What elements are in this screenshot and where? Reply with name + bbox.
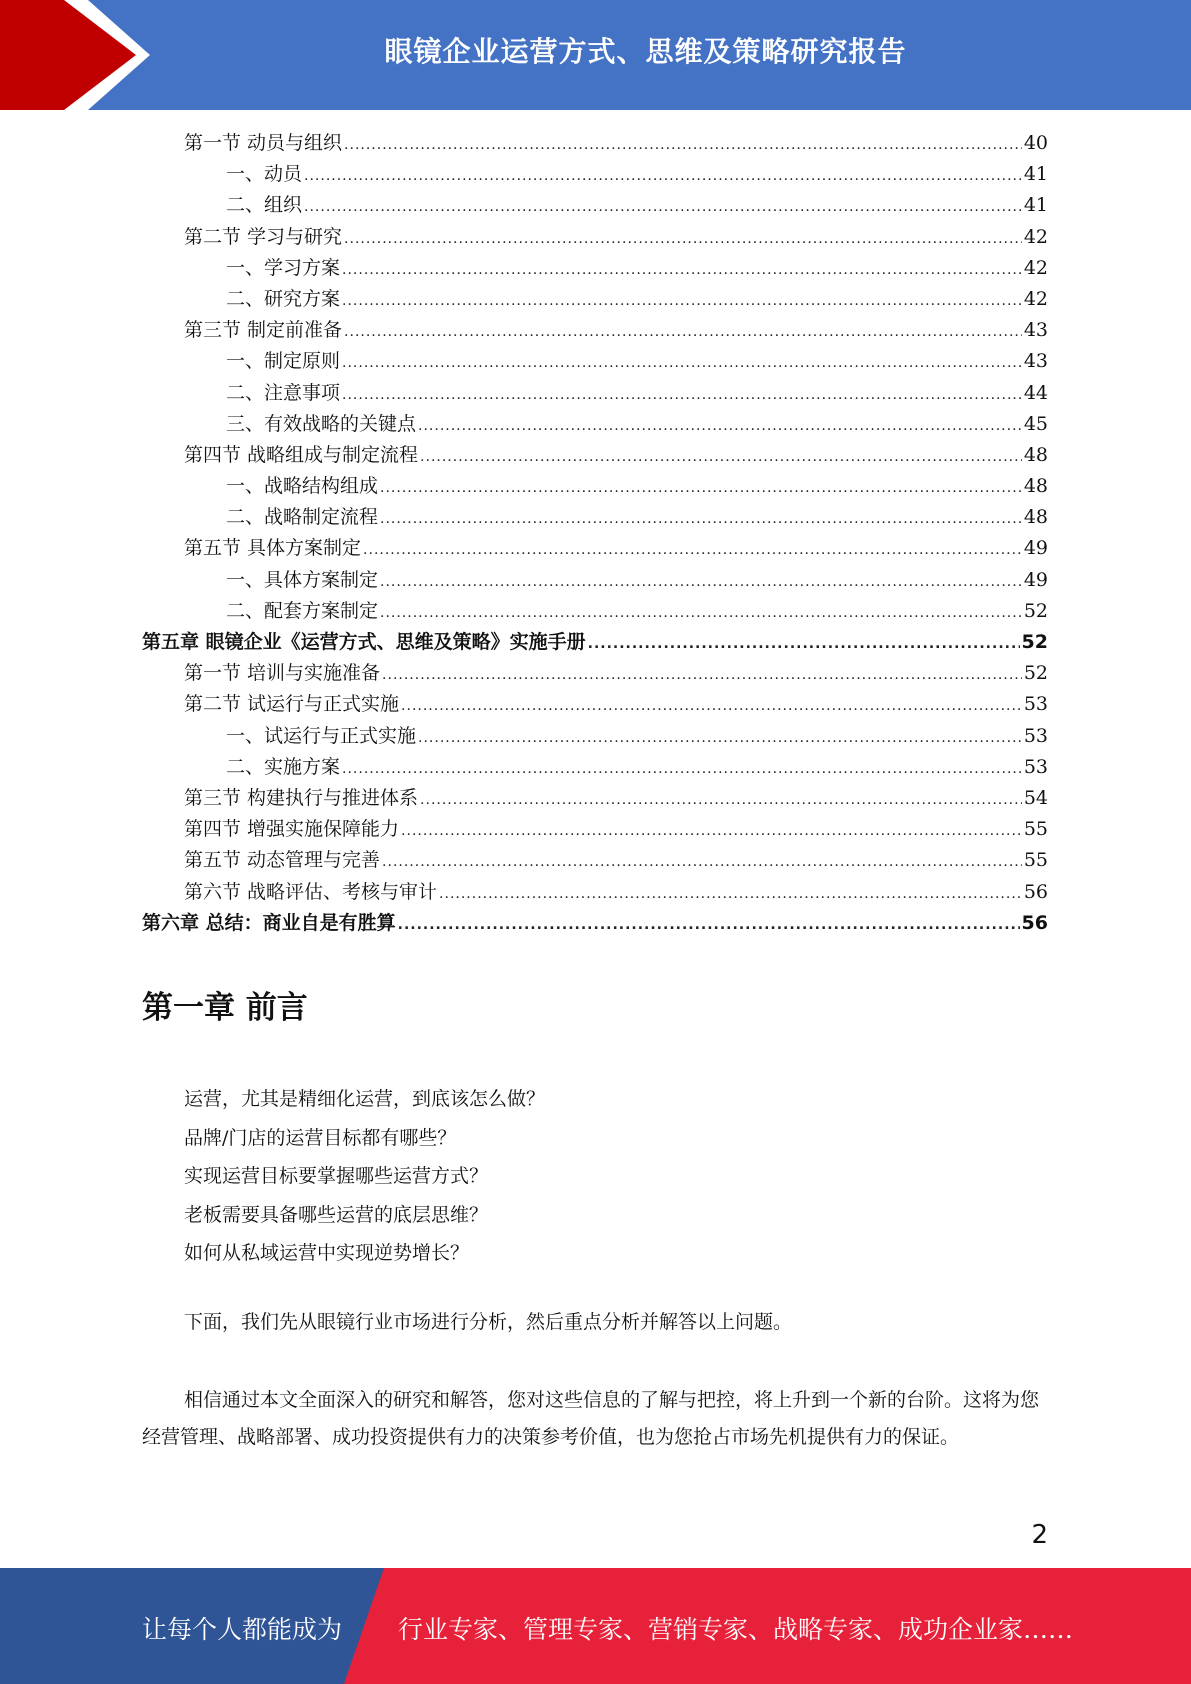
page-number: 2 bbox=[1031, 1520, 1048, 1550]
toc-entry-page: 41 bbox=[1023, 194, 1048, 217]
question-line: 老板需要具备哪些运营的底层思维？ bbox=[184, 1203, 489, 1226]
toc-entry-page: 42 bbox=[1023, 287, 1048, 310]
toc-dot-leader bbox=[401, 816, 1022, 847]
toc-entry-page: 42 bbox=[1023, 256, 1048, 279]
page-footer bbox=[0, 1568, 1191, 1684]
toc-entry-label: 第四节 战略组成与制定流程 bbox=[184, 443, 419, 466]
toc-dot-leader bbox=[344, 130, 1022, 161]
toc-entry[interactable] bbox=[142, 752, 1048, 783]
toc-entry[interactable] bbox=[142, 190, 1048, 221]
question-line: 品牌/门店的运营目标都有哪些？ bbox=[184, 1126, 457, 1149]
toc-entry[interactable] bbox=[142, 596, 1048, 627]
toc-dot-leader bbox=[304, 161, 1022, 192]
toc-chapter-entry[interactable] bbox=[142, 908, 1048, 939]
toc-entry-page: 45 bbox=[1023, 412, 1048, 435]
footer-slogan-right: 行业专家、管理专家、营销专家、战略专家、成功企业家…… bbox=[398, 1615, 1074, 1644]
toc-entry[interactable] bbox=[142, 440, 1048, 471]
question-line: 运营，尤其是精细化运营，到底该怎么做？ bbox=[184, 1088, 546, 1110]
toc-entry-page: 55 bbox=[1023, 818, 1048, 841]
toc-entry-label: 第一节 培训与实施准备 bbox=[184, 662, 381, 685]
toc-entry-page: 40 bbox=[1023, 132, 1048, 154]
toc-entry-label: 一、试运行与正式实施 bbox=[226, 724, 417, 747]
toc-dot-leader bbox=[380, 598, 1022, 629]
toc-dot-leader bbox=[418, 411, 1022, 442]
toc-entry-label: 二、战略制定流程 bbox=[226, 506, 379, 529]
toc-entry-label: 第六章 总结：商业自是有胜算 bbox=[142, 911, 396, 934]
toc-entry-page: 49 bbox=[1023, 568, 1048, 591]
toc-dot-leader bbox=[418, 723, 1022, 754]
toc-entry-page: 52 bbox=[1021, 631, 1048, 653]
toc-dot-leader bbox=[420, 442, 1022, 473]
toc-entry-page: 41 bbox=[1023, 163, 1048, 186]
footer-slogan-left: 让每个人都能成为 bbox=[142, 1615, 343, 1644]
toc-entry[interactable] bbox=[142, 346, 1048, 377]
toc-dot-leader bbox=[382, 660, 1022, 691]
toc-entry-page: 48 bbox=[1023, 443, 1048, 466]
toc-entry-page: 48 bbox=[1023, 506, 1048, 529]
toc-entry-label: 第一节 动员与组织 bbox=[184, 132, 343, 154]
toc-dot-leader bbox=[439, 879, 1022, 910]
toc-entry[interactable] bbox=[142, 315, 1048, 346]
toc-entry[interactable] bbox=[142, 502, 1048, 533]
toc-dot-leader bbox=[398, 910, 1020, 941]
toc-chapter-entry[interactable] bbox=[142, 627, 1048, 658]
toc-entry-page: 43 bbox=[1023, 319, 1048, 342]
toc-entry-label: 第二节 试运行与正式实施 bbox=[184, 693, 400, 716]
toc-entry-page: 56 bbox=[1023, 880, 1048, 903]
toc-entry-page: 56 bbox=[1021, 911, 1048, 934]
toc-entry[interactable] bbox=[142, 814, 1048, 845]
toc-dot-leader bbox=[304, 192, 1022, 223]
toc-entry-page: 52 bbox=[1023, 662, 1048, 685]
toc-entry[interactable] bbox=[142, 565, 1048, 596]
body-paragraph: 相信通过本文全面深入的研究和解答，您对这些信息的了解与把控，将上升到一个新的台阶。这将为您经营管理、战略部署、成功投资提供有力的决策参考价值，也为您抢占市场先机提供有力的保证。 bbox=[142, 1389, 1040, 1448]
toc-entry-label: 一、具体方案制定 bbox=[226, 568, 379, 591]
toc-entry-label: 第三节 构建执行与推进体系 bbox=[184, 786, 419, 809]
toc-entry[interactable] bbox=[142, 253, 1048, 284]
toc-entry-label: 第二节 学习与研究 bbox=[184, 225, 343, 248]
question-line: 如何从私域运营中实现逆势增长？ bbox=[184, 1242, 470, 1264]
toc-entry-label: 二、组织 bbox=[226, 194, 303, 217]
toc-entry-page: 49 bbox=[1023, 537, 1048, 560]
toc-entry[interactable] bbox=[142, 159, 1048, 190]
header-arrow-decoration bbox=[0, 0, 160, 110]
toc-entry-label: 第六节 战略评估、考核与审计 bbox=[184, 880, 438, 903]
question-line: 实现运营目标要掌握哪些运营方式？ bbox=[184, 1165, 489, 1187]
toc-entry-label: 一、学习方案 bbox=[226, 256, 341, 279]
page-header bbox=[0, 0, 1191, 110]
toc-dot-leader bbox=[382, 847, 1022, 878]
toc-entry-label: 二、注意事项 bbox=[226, 381, 341, 404]
toc-entry-page: 43 bbox=[1023, 350, 1048, 373]
toc-entry-page: 42 bbox=[1023, 225, 1048, 248]
toc-dot-leader bbox=[342, 255, 1022, 286]
toc-entry-label: 一、战略结构组成 bbox=[226, 475, 379, 498]
toc-entry-label: 第四节 增强实施保障能力 bbox=[184, 818, 400, 841]
intro-paragraph: 下面，我们先从眼镜行业市场进行分析，然后重点分析并解答以上问题。 bbox=[184, 1311, 793, 1333]
toc-dot-leader bbox=[342, 286, 1022, 317]
toc-dot-leader bbox=[380, 473, 1022, 504]
toc-dot-leader bbox=[344, 317, 1022, 348]
toc-dot-leader bbox=[401, 691, 1022, 722]
toc-entry-label: 第五章 眼镜企业《运营方式、思维及策略》实施手册 bbox=[142, 631, 586, 653]
toc-entry-page: 53 bbox=[1023, 724, 1048, 747]
toc-entry-page: 53 bbox=[1023, 693, 1048, 716]
toc-dot-leader bbox=[363, 535, 1022, 566]
question-list bbox=[184, 1080, 1064, 1273]
toc-dot-leader bbox=[588, 629, 1020, 660]
toc-entry-page: 53 bbox=[1023, 755, 1048, 778]
toc-entry[interactable] bbox=[142, 378, 1048, 409]
toc-entry[interactable] bbox=[142, 409, 1048, 440]
toc-entry-page: 54 bbox=[1023, 786, 1048, 809]
toc-entry-label: 一、动员 bbox=[226, 163, 303, 186]
toc-entry-label: 三、有效战略的关键点 bbox=[226, 412, 417, 435]
toc-dot-leader bbox=[420, 785, 1022, 816]
toc-entry-label: 二、研究方案 bbox=[226, 287, 341, 310]
toc-entry[interactable] bbox=[142, 222, 1048, 253]
toc-entry-page: 44 bbox=[1023, 381, 1048, 404]
toc-entry[interactable] bbox=[142, 877, 1048, 908]
toc-entry-label: 第五节 动态管理与完善 bbox=[184, 849, 381, 872]
toc-dot-leader bbox=[380, 504, 1022, 535]
toc-entry[interactable] bbox=[142, 721, 1048, 752]
toc-entry-page: 48 bbox=[1023, 475, 1048, 498]
toc-dot-leader bbox=[342, 380, 1022, 411]
toc-entry[interactable] bbox=[142, 471, 1048, 502]
toc-entry-page: 55 bbox=[1023, 849, 1048, 872]
toc-entry-page: 52 bbox=[1023, 599, 1048, 622]
table-of-contents bbox=[142, 128, 1048, 939]
toc-entry[interactable] bbox=[142, 533, 1048, 564]
toc-entry[interactable] bbox=[142, 845, 1048, 876]
toc-entry-label: 一、制定原则 bbox=[226, 350, 341, 373]
toc-entry[interactable] bbox=[142, 128, 1048, 159]
toc-dot-leader bbox=[342, 754, 1022, 785]
toc-entry[interactable] bbox=[142, 284, 1048, 315]
toc-dot-leader bbox=[380, 567, 1022, 598]
toc-entry[interactable] bbox=[142, 783, 1048, 814]
toc-entry[interactable] bbox=[142, 689, 1048, 720]
toc-entry-label: 第五节 具体方案制定 bbox=[184, 537, 362, 560]
toc-entry-label: 二、实施方案 bbox=[226, 755, 341, 778]
chapter-heading: 第一章 前言 bbox=[142, 990, 308, 1026]
document-title: 眼镜企业运营方式、思维及策略研究报告 bbox=[384, 35, 907, 68]
toc-entry-label: 二、配套方案制定 bbox=[226, 599, 379, 622]
toc-entry-label: 第三节 制定前准备 bbox=[184, 319, 343, 342]
toc-dot-leader bbox=[344, 224, 1022, 255]
toc-entry[interactable] bbox=[142, 658, 1048, 689]
toc-dot-leader bbox=[342, 348, 1022, 379]
